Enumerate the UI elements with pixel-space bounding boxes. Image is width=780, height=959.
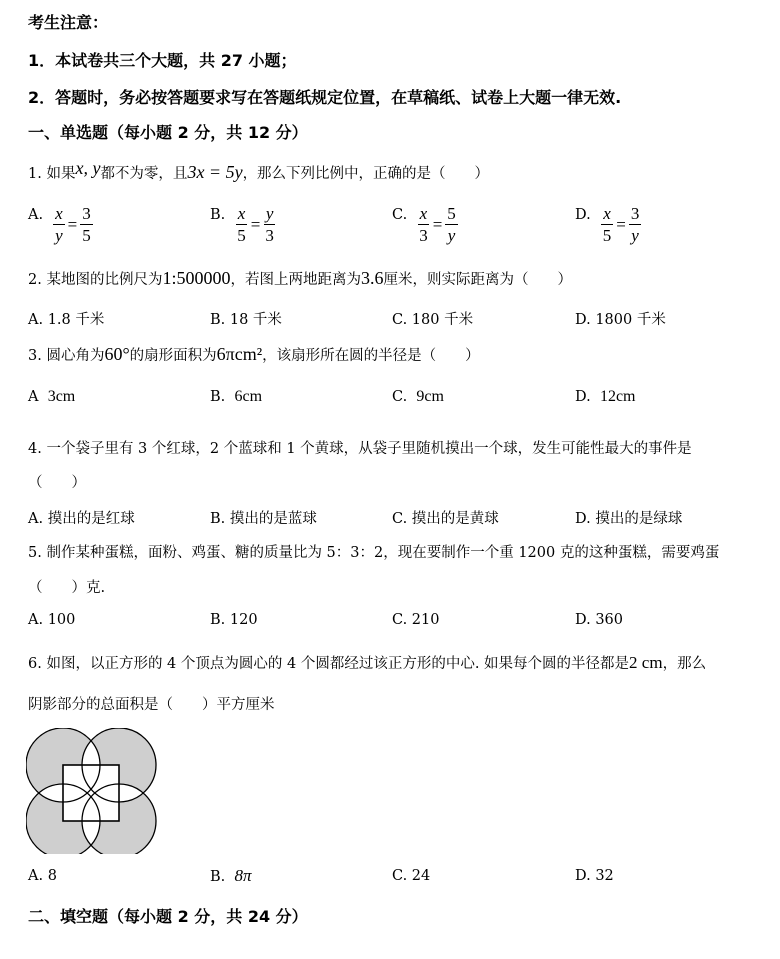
q3-option-b[interactable]: B. 6cm	[210, 388, 263, 405]
notice-item-1: 1．本试卷共三个大题，共 27 小题；	[28, 51, 297, 70]
question-6-line-2: 阴影部分的总面积是（ ）平方厘米	[28, 697, 275, 713]
question-4-line-1: 4. 一个袋子里有 3 个红球，2 个蓝球和 1 个黄球，从袋子里随机摸出一个球，发生可能性最大的事件是	[28, 441, 692, 457]
q2-option-d[interactable]: D. 1800 千米	[575, 312, 666, 328]
q3-option-a[interactable]: A 3cm	[28, 388, 76, 405]
four-circles-square-figure	[26, 728, 158, 854]
question-5-line-1: 5. 制作某种蛋糕，面粉、鸡蛋、糖的质量比为 5：3：2，现在要制作一个重 1200 克的这种蛋糕，需要鸡蛋	[28, 545, 720, 561]
q1-option-c[interactable]: C. $\frac{x}{3}$ = $\frac{5}{y}$	[392, 204, 456, 245]
question-2-stem: 2. 某地图的比例尺为1:500000，若图上两地距离为3.6厘米，则实际距离为（ ）	[28, 268, 572, 288]
notice-title: 考生注意：	[28, 13, 109, 32]
q3-option-c[interactable]: C. 9cm	[392, 388, 444, 405]
q5-option-d[interactable]: D. 360	[575, 612, 624, 628]
q5-option-c[interactable]: C. 210	[392, 612, 440, 628]
q4-option-c[interactable]: C. 摸出的是黄球	[392, 511, 499, 527]
q6-option-b[interactable]: B. 8π	[210, 866, 252, 885]
question-5-line-2: （ ）克.	[28, 580, 106, 596]
question-4-line-2: （ ）	[28, 475, 86, 491]
section-2-title: 二、填空题（每小题 2 分，共 24 分）	[28, 907, 308, 926]
q6-option-c[interactable]: C. 24	[392, 868, 431, 884]
question-3-stem: 3. 圆心角为60°的扇形面积为6πcm²，该扇形所在圆的半径是（ ）	[28, 344, 480, 364]
q5-option-a[interactable]: A. 100	[28, 612, 76, 628]
q6-option-a[interactable]: A. 8	[28, 868, 57, 884]
q2-option-a[interactable]: A. 1.8 千米	[28, 312, 105, 328]
q1-option-b[interactable]: B. $\frac{x}{5}$ = $\frac{y}{3}$	[210, 204, 274, 245]
notice-item-2: 2．答题时，务必按答题要求写在答题纸规定位置，在草稿纸、试卷上大题一律无效.	[28, 88, 622, 107]
q1-option-d[interactable]: D. $\frac{x}{5}$ = $\frac{3}{y}$	[575, 204, 640, 245]
q6-option-d[interactable]: D. 32	[575, 868, 614, 884]
section-1-title: 一、单选题（每小题 2 分，共 12 分）	[28, 123, 308, 142]
q4-option-b[interactable]: B. 摸出的是蓝球	[210, 511, 317, 527]
q1-option-a[interactable]: A. $\frac{x}{y}$ = $\frac{3}{5}$	[28, 204, 91, 245]
q2-option-c[interactable]: C. 180 千米	[392, 312, 474, 328]
q5-option-b[interactable]: B. 120	[210, 612, 258, 628]
q4-option-a[interactable]: A. 摸出的是红球	[28, 511, 135, 527]
q2-option-b[interactable]: B. 18 千米	[210, 312, 282, 328]
question-6-line-1: 6. 如图，以正方形的 4 个顶点为圆心的 4 个圆都经过该正方形的中心. 如果每个圆的半径都是2 cm，那么	[28, 653, 707, 672]
q3-option-d[interactable]: D. 12cm	[575, 388, 636, 405]
question-1-stem: 1. 如果x, y都不为零，且3x = 5y，那么下列比例中，正确的是（ ）	[28, 158, 490, 182]
q4-option-d[interactable]: D. 摸出的是绿球	[575, 511, 683, 527]
